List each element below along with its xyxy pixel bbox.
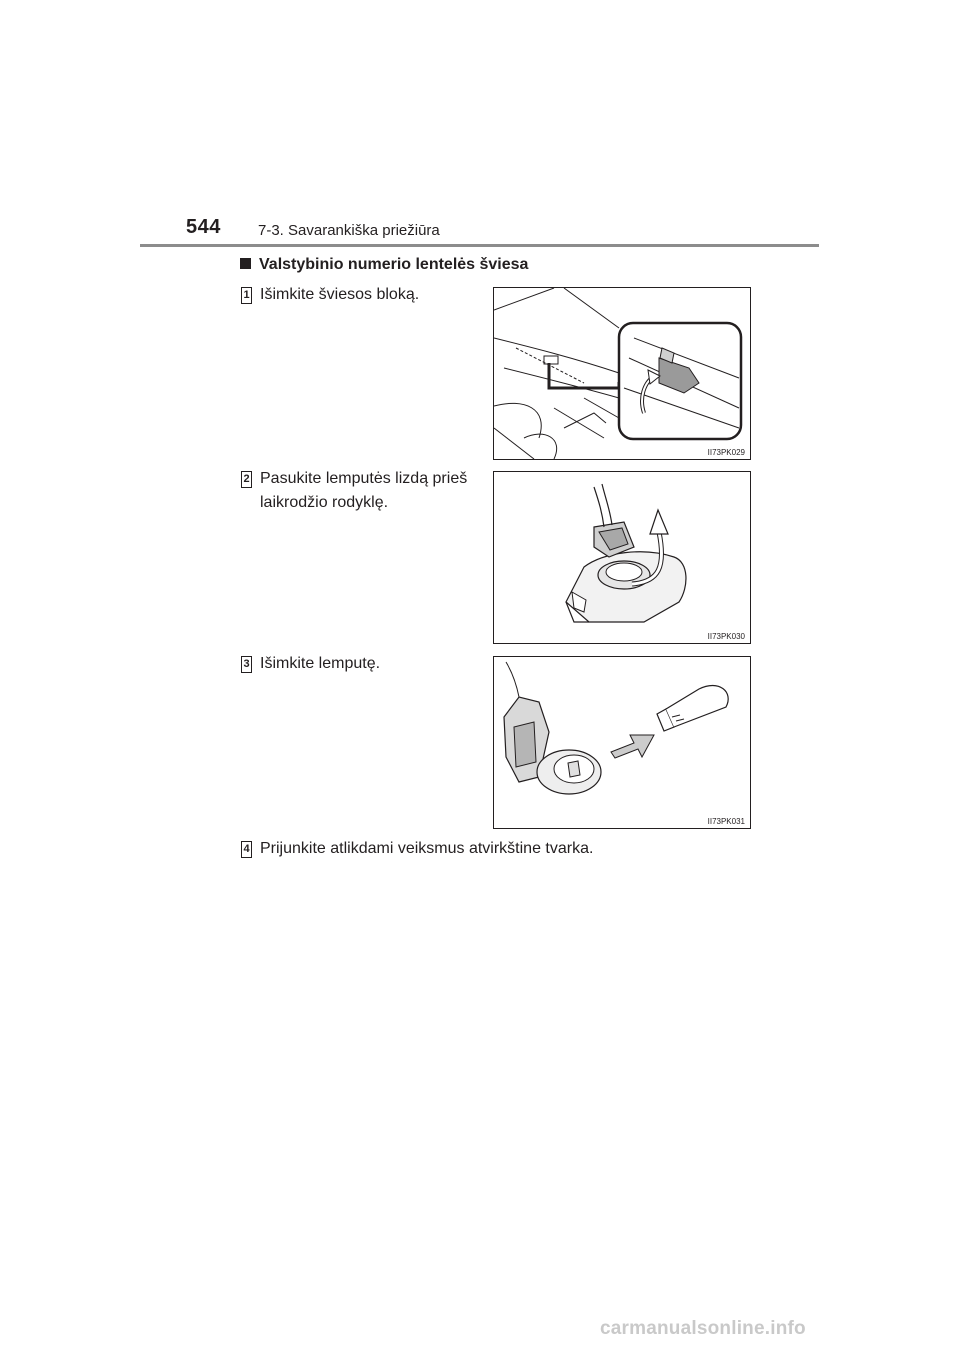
step-number-4: 4 xyxy=(241,841,252,858)
step-number-3: 3 xyxy=(241,656,252,673)
square-bullet-icon xyxy=(240,258,251,269)
figure-code-3: II73PK031 xyxy=(707,817,745,826)
figure-code-2: II73PK030 xyxy=(707,632,745,641)
subsection-heading-text: Valstybinio numerio lentelės šviesa xyxy=(259,256,529,273)
figure-remove-bulb xyxy=(493,656,751,829)
step-text-2: Pasukite lemputės lizdą prieš laikrodžio rodyklę. xyxy=(260,470,468,511)
step-number-2: 2 xyxy=(241,471,252,488)
step-text-3: Išimkite lemputę. xyxy=(260,655,381,672)
step-number-1: 1 xyxy=(241,287,252,304)
header-divider xyxy=(140,244,819,247)
page-number: 544 xyxy=(186,216,221,238)
step-text-4: Prijunkite atlikdami veiksmus atvirkštine tvarka. xyxy=(260,840,594,857)
watermark: carmanualsonline.info xyxy=(600,1318,806,1339)
socket-rotation-illustration xyxy=(494,472,750,643)
figure-code-1: II73PK029 xyxy=(707,448,745,457)
step-text-1: Išimkite šviesos bloką. xyxy=(260,286,420,303)
subsection-heading xyxy=(240,256,528,274)
light-unit-illustration xyxy=(494,288,750,459)
figure-turn-socket xyxy=(493,471,751,644)
section-title: 7-3. Savarankiška priežiūra xyxy=(258,222,440,239)
bulb-removal-illustration xyxy=(494,657,750,828)
figure-remove-light-unit xyxy=(493,287,751,460)
